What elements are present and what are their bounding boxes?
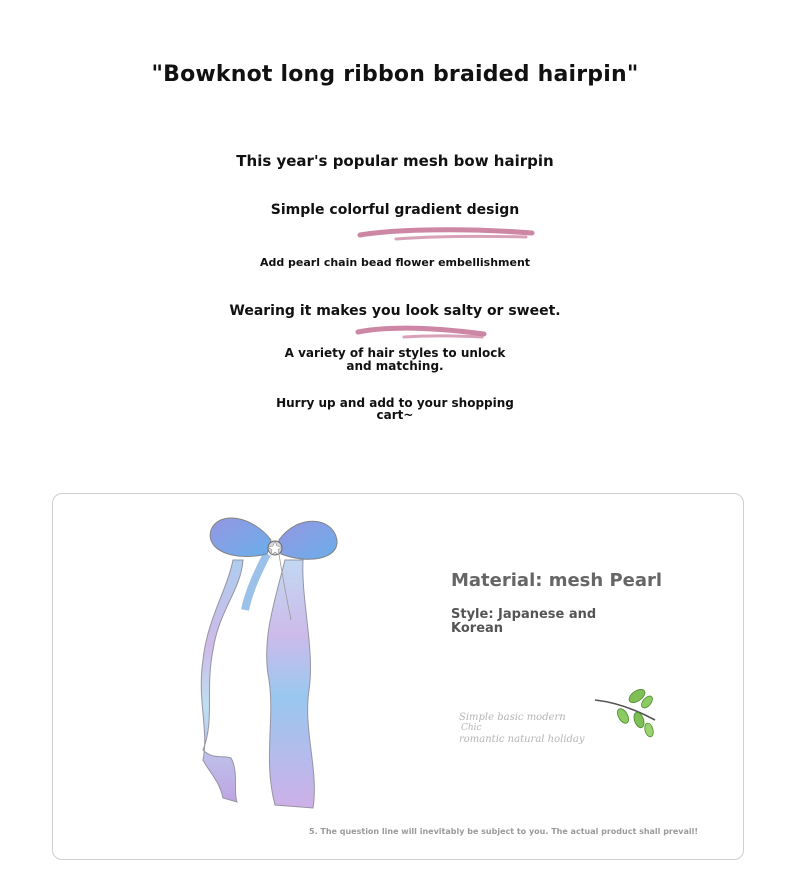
feature-cart-line2: cart~: [376, 408, 414, 422]
script-line1: Simple basic modern: [459, 712, 566, 723]
feature-embellishment: Add pearl chain bead flower embellishment: [259, 256, 531, 269]
script-tagline: [459, 712, 609, 745]
feature-wearing: Wearing it makes you look salty or sweet.: [229, 303, 561, 319]
product-card: [52, 493, 744, 860]
script-line3: romantic natural holiday: [459, 734, 585, 745]
material-label: Material: mesh Pearl: [451, 570, 663, 591]
hairpin-image: [183, 510, 353, 810]
page-title: "Bowknot long ribbon braided hairpin": [151, 62, 639, 87]
style-line1: Style: Japanese and: [451, 607, 597, 622]
feature-cart: [0, 397, 790, 421]
brush-stroke-1: [356, 226, 538, 244]
brush-stroke-2: [354, 324, 490, 342]
feature-design: Simple colorful gradient design: [270, 202, 520, 218]
script-line2: Chic: [461, 723, 482, 733]
feature-cart-line1: Hurry up and add to your shopping: [276, 396, 514, 410]
feature-popular: This year's popular mesh bow hairpin: [236, 152, 554, 170]
style-label: [451, 608, 611, 636]
feature-styles-line1: A variety of hair styles to unlock: [284, 346, 506, 360]
disclaimer-note: 5. The question line will inevitably be subject to you. The actual product shall prevail!: [309, 827, 699, 836]
feature-styles: [0, 347, 790, 373]
leaf-branch-icon: [593, 686, 659, 738]
style-line2: Korean: [451, 621, 504, 636]
feature-styles-line2: and matching.: [346, 359, 444, 373]
